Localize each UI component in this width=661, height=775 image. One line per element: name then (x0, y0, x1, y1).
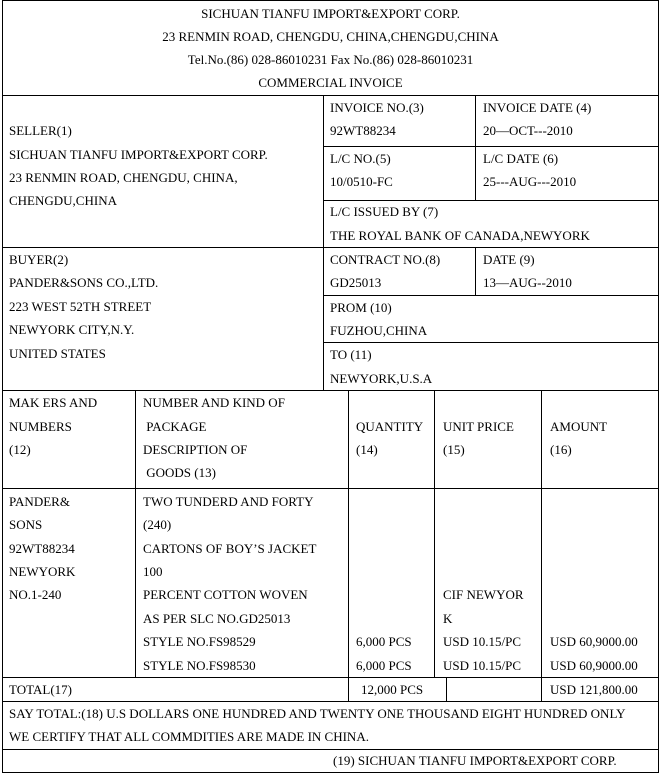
unit-price-header: (15) (443, 442, 465, 457)
goods-description: PERCENT COTTON WOVEN (143, 587, 308, 602)
divider (323, 295, 659, 296)
lc-no-value: 10/0510-FC (330, 174, 393, 189)
contract-date-label: DATE (9) (483, 252, 535, 267)
description-header: NUMBER AND KIND OF (143, 395, 285, 410)
lc-issued-by-value: THE ROYAL BANK OF CANADA,NEWYORK (330, 228, 590, 243)
contract-date-value: 13—AUG--2010 (483, 275, 572, 290)
description-header: PACKAGE (143, 419, 207, 434)
shipping-mark: NEWYORK (9, 564, 76, 579)
item-quantity: 6,000 PCS (356, 634, 412, 649)
item-quantity: 6,000 PCS (356, 658, 412, 673)
invoice-no-label: INVOICE NO.(3) (330, 100, 424, 115)
divider (475, 247, 476, 295)
marks-header: MAK ERS AND (9, 395, 98, 410)
item-amount: USD 60,9000.00 (550, 658, 638, 673)
divider (2, 677, 659, 678)
shipping-mark: NO.1-240 (9, 587, 62, 602)
seller-line: 23 RENMIN ROAD, CHENGDU, CHINA, (9, 170, 238, 185)
marks-header: NUMBERS (9, 419, 72, 434)
lc-issued-by-label: L/C ISSUED BY (7) (330, 204, 439, 219)
divider (2, 749, 659, 750)
buyer-line: 223 WEST 52TH STREET (9, 299, 152, 314)
lc-date-label: L/C DATE (6) (483, 151, 559, 166)
description-header: GOODS (13) (143, 465, 216, 480)
lc-date-value: 25---AUG---2010 (483, 174, 577, 189)
certification: WE CERTIFY THAT ALL COMMDITIES ARE MADE IN CHINA. (9, 729, 369, 744)
shipping-mark: SONS (9, 517, 43, 532)
total-quantity: 12,000 PCS (361, 682, 424, 697)
divider (2, 488, 659, 489)
signature: (19) SICHUAN TIANFU IMPORT&EXPORT CORP. (333, 753, 617, 768)
divider (2, 390, 659, 391)
document-title: COMMERCIAL INVOICE (258, 75, 403, 90)
buyer-line: PANDER&SONS CO.,LTD. (9, 275, 159, 290)
item-unit-price: USD 10.15/PC (443, 658, 522, 673)
to-value: NEWYORK,U.S.A (330, 371, 433, 386)
goods-description: STYLE NO.FS98530 (143, 658, 256, 673)
total-label: TOTAL(17) (9, 682, 72, 697)
unit-price-header: UNIT PRICE (443, 419, 514, 434)
lc-no-label: L/C NO.(5) (330, 151, 391, 166)
goods-description: AS PER SLC NO.GD25013 (143, 611, 291, 626)
invoice-date-value: 20—OCT---2010 (483, 123, 573, 138)
from-value: FUZHOU,CHINA (330, 323, 428, 338)
buyer-line: UNITED STATES (9, 346, 106, 361)
buyer-label: BUYER(2) (9, 252, 69, 267)
goods-description: (240) (143, 517, 172, 532)
divider (323, 146, 659, 147)
goods-description: TWO TUNDERD AND FORTY (143, 494, 314, 509)
marks-header: (12) (9, 442, 31, 457)
divider (2, 701, 659, 702)
from-label: PROM (10) (330, 300, 392, 315)
quantity-header: QUANTITY (356, 419, 424, 434)
invoice-no-value: 92WT88234 (330, 123, 396, 138)
price-terms: K (443, 611, 453, 626)
divider (135, 390, 136, 677)
goods-description: 100 (143, 564, 163, 579)
company-contact: Tel.No.(86) 028-86010231 Fax No.(86) 028-86010231 (187, 52, 474, 67)
company-name: SICHUAN TIANFU IMPORT&EXPORT CORP. (201, 6, 460, 21)
invoice-date-label: INVOICE DATE (4) (483, 100, 592, 115)
shipping-mark: PANDER& (9, 494, 70, 509)
seller-line: CHENGDU,CHINA (9, 193, 117, 208)
goods-description: CARTONS OF BOY’S JACKET (143, 541, 317, 556)
quantity-header: (14) (356, 442, 378, 457)
to-label: TO (11) (330, 347, 372, 362)
say-total: SAY TOTAL:(18) U.S DOLLARS ONE HUNDRED AND TWENTY ONE THOUSAND EIGHT HUNDRED ONLY (9, 706, 626, 721)
contract-no-label: CONTRACT NO.(8) (330, 252, 441, 267)
seller-line: SICHUAN TIANFU IMPORT&EXPORT CORP. (9, 147, 268, 162)
price-terms: CIF NEWYOR (443, 587, 524, 602)
seller-label: SELLER(1) (9, 123, 72, 138)
divider (323, 342, 659, 343)
item-unit-price: USD 10.15/PC (443, 634, 522, 649)
divider (475, 95, 476, 200)
buyer-line: NEWYORK CITY,N.Y. (9, 322, 135, 337)
amount-header: AMOUNT (550, 419, 608, 434)
divider (2, 247, 659, 248)
item-amount: USD 60,9000.00 (550, 634, 638, 649)
divider (323, 95, 324, 390)
company-address: 23 RENMIN ROAD, CHENGDU, CHINA,CHENGDU,CHINA (162, 29, 499, 44)
total-amount: USD 121,800.00 (550, 682, 638, 697)
divider (446, 677, 447, 701)
goods-description: STYLE NO.FS98529 (143, 634, 256, 649)
shipping-mark: 92WT88234 (9, 541, 75, 556)
commercial-invoice (2, 0, 659, 775)
divider (434, 390, 435, 677)
contract-no-value: GD25013 (330, 275, 382, 290)
description-header: DESCRIPTION OF (143, 442, 248, 457)
divider (323, 200, 659, 201)
divider (348, 390, 349, 701)
divider (541, 390, 542, 701)
amount-header: (16) (550, 442, 572, 457)
